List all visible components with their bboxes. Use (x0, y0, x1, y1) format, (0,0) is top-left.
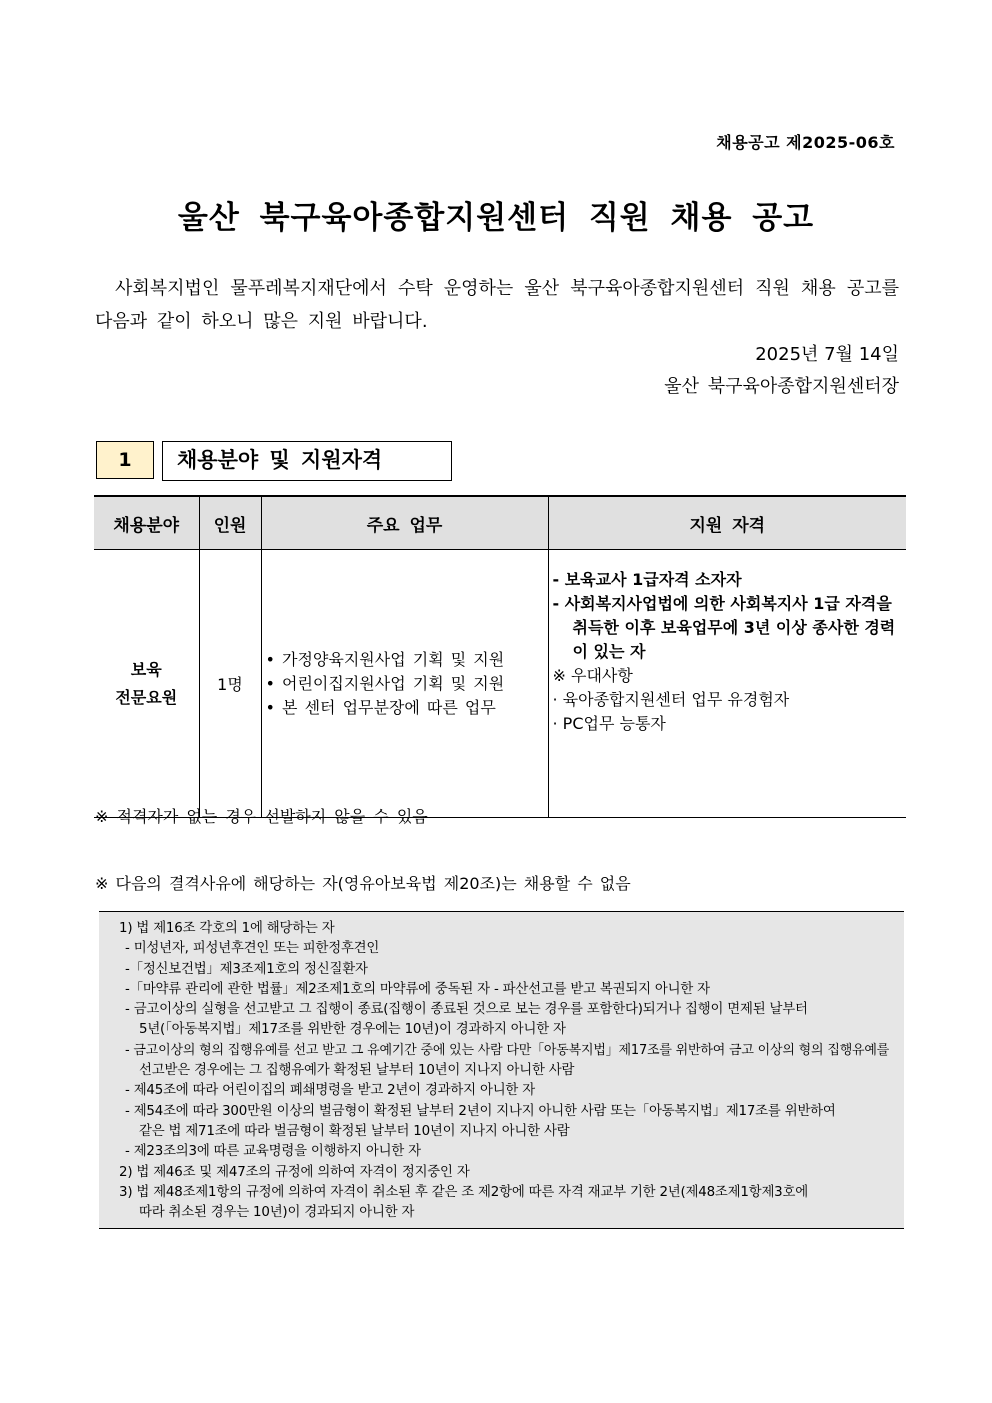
list-item: -「마약류 관리에 관한 법률」제2조제1호의 마약류에 중독된 자 - 파산선고를 받고 복권되지 아니한 자 (125, 981, 710, 997)
document-title: 울산 북구육아종합지원센터 직원 채용 공고 (177, 200, 815, 236)
list-item: -「정신보건법」제3조제1호의 정신질환자 (125, 961, 368, 977)
preference-title: ※ 우대사항 (552, 666, 633, 685)
notice-date: 2025년 7월 14일 (755, 344, 899, 365)
header-field: 채용분야 (94, 496, 199, 550)
table-header-row (94, 496, 906, 550)
list-item: - 금고이상의 실형을 선고받고 그 집행이 종료(집행이 종료된 것으로 보는 경우를 포함한다)되거나 집행이 면제된 날부터 (125, 1002, 808, 1018)
list-item: - 제54조에 따라 300만원 이상의 벌금형이 확정된 날부터 2년이 지나지 아니한 사람 또는「아동복지법」제17조를 위반하여 (125, 1103, 836, 1119)
list-item: 따라 취소된 경우는 10년)이 경과되지 아니한 자 (139, 1205, 415, 1221)
note-disqualification: ※ 다음의 결격사유에 해당하는 자(영유아보육법 제20조)는 채용할 수 없음 (95, 874, 631, 893)
list-item: 3) 법 제48조제1항의 규정에 의하여 자격이 취소된 후 같은 조 제2항에 따른 자격 재교부 기한 2년(제48조제1항제3호에 (119, 1184, 808, 1200)
count-cell: 1명 (199, 550, 261, 818)
list-item: 선고받은 경우에는 그 집행유예가 확정된 날부터 10년이 지나지 아니한 사람 (139, 1063, 575, 1079)
field-line: 보육 (130, 659, 162, 679)
notice-number: 채용공고 제2025-06호 (716, 133, 895, 152)
list-item: 같은 법 제71조에 따라 벌금형이 확정된 날부터 10년이 지나지 아니한 사람 (139, 1123, 570, 1139)
list-item: 5년(「아동복지법」제17조를 위반한 경우에는 10년)이 경과하지 아니한 자 (139, 1022, 566, 1038)
header-count: 인원 (199, 496, 261, 550)
list-item: 1) 법 제16조 각호의 1에 해당하는 자 (119, 921, 335, 936)
header-qualifications: 지원 자격 (548, 496, 906, 550)
preference-item: · 육아종합지원센터 업무 유경험자 (552, 690, 790, 709)
section-title: 채용분야 및 지원자격 (162, 441, 452, 481)
duty-item: • 어린이집지원사업 기획 및 지원 (265, 673, 505, 693)
duty-item: • 가정양육지원사업 기획 및 지원 (265, 649, 505, 669)
list-item: - 미성년자, 피성년후견인 또는 피한정후견인 (125, 941, 380, 957)
qualification-item: 이 있는 자 (572, 642, 646, 661)
section-number: 1 (96, 441, 154, 479)
preference-item: · PC업무 능통자 (552, 714, 666, 733)
note-no-qualified: ※ 적격자가 없는 경우 선발하지 않을 수 있음 (95, 807, 428, 826)
qualification-item: - 사회복지사업법에 의한 사회복지사 1급 자격을 (552, 594, 892, 613)
issuer: 울산 북구육아종합지원센터장 (664, 376, 899, 397)
disqualification-box (99, 911, 904, 1229)
qualification-item: 취득한 이후 보육업무에 3년 이상 종사한 경력 (572, 618, 896, 637)
intro-text: 사회복지법인 물푸레복지재단에서 수탁 운영하는 울산 북구육아종합지원센터 직원 채용 공고를 다음과 같이 하오니 많은 지원 바랍니다. (95, 278, 899, 332)
duty-item: • 본 센터 업무분장에 따른 업무 (265, 697, 496, 717)
field-cell (94, 550, 199, 818)
qualifications-cell (548, 550, 906, 818)
list-item: 2) 법 제46조 및 제47조의 규정에 의하여 자격이 정지중인 자 (119, 1164, 470, 1180)
table-row (94, 550, 906, 818)
header-duties: 주요 업무 (261, 496, 548, 550)
qualification-item: - 보육교사 1급자격 소자자 (552, 570, 742, 589)
recruitment-table (94, 495, 906, 818)
list-item: - 금고이상의 형의 집행유예를 선고 받고 그 유예기간 중에 있는 사람 다만「아동복지법」제17조를 위반하여 금고 이상의 형의 집행유예를 (125, 1042, 890, 1058)
list-item: - 제23조의3에 따른 교육명령을 이행하지 아니한 자 (125, 1144, 421, 1160)
intro-paragraph (95, 272, 899, 338)
duties-cell (261, 550, 548, 818)
field-line: 전문요원 (115, 687, 178, 707)
list-item: - 제45조에 따라 어린이집의 폐쇄명령을 받고 2년이 경과하지 아니한 자 (125, 1083, 535, 1099)
